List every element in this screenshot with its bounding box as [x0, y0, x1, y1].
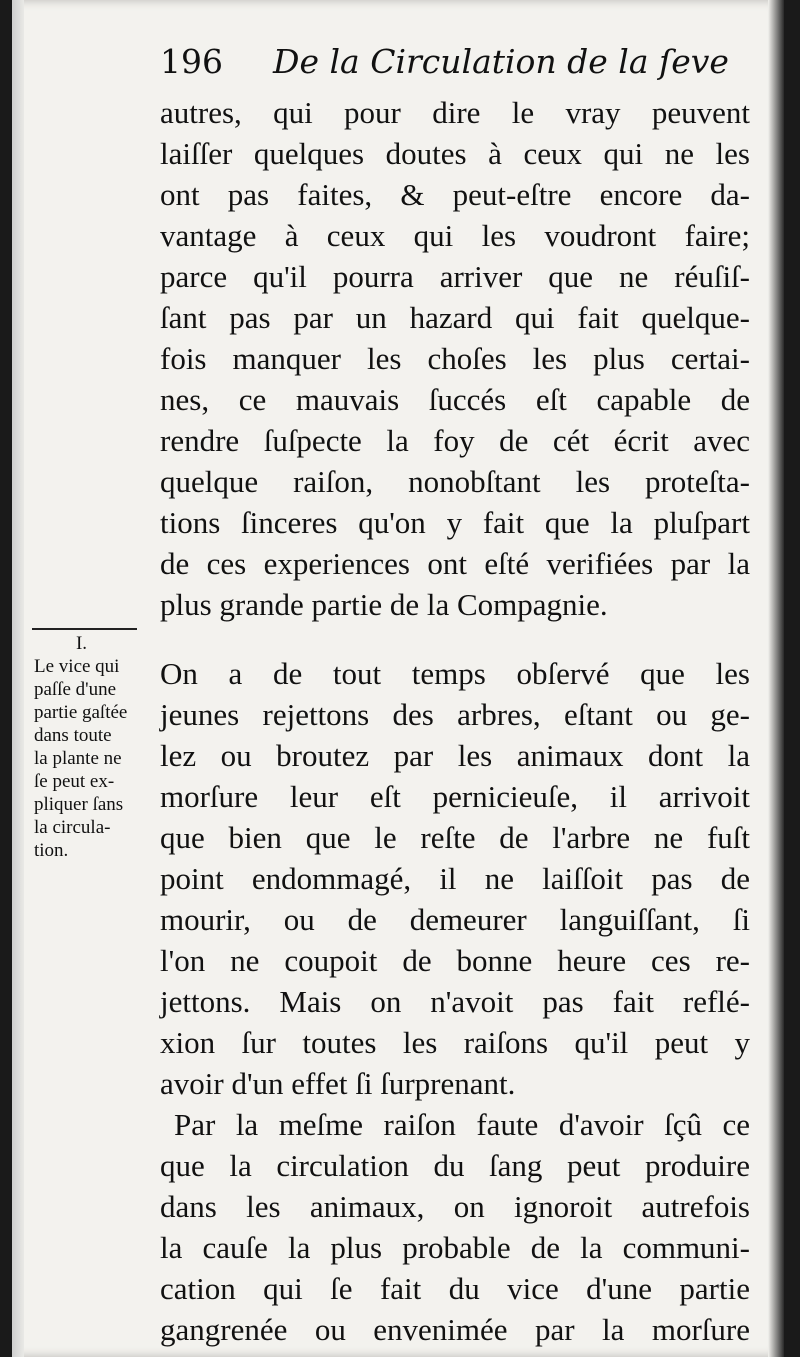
text-line: nes, ce mauvais ſuccés eſt capable de [160, 382, 750, 417]
margin-note-line: Le vice qui [34, 656, 120, 677]
text-line: mourir, ou de demeurer languiſſant, ſi [160, 902, 750, 937]
text-line: On a de tout temps obſervé que les [160, 656, 750, 691]
text-line: laiſſer quelques doutes à ceux qui ne les [160, 136, 750, 171]
text-line: morſure leur eſt pernicieuſe, il arrivoit [160, 779, 750, 814]
margin-note-line: dans toute [34, 725, 112, 746]
text-line: que bien que le reſte de l'arbre ne fuſt [160, 820, 750, 855]
text-line: de ces experiences ont eſté verifiées par la [160, 546, 750, 581]
margin-note-line: paſſe d'une [34, 679, 117, 700]
text-line: tions ſinceres qu'on y fait que la pluſpart [160, 505, 750, 540]
text-line: jettons. Mais on n'avoit pas fait reflé- [160, 984, 750, 1019]
margin-note-number: I. [75, 633, 88, 654]
text-line: avoir d'un effet ſi ſurprenant. [160, 1066, 516, 1101]
text-line: que la circulation du ſang peut produire [160, 1148, 750, 1183]
text-line: la cauſe la plus probable de la communi- [160, 1230, 750, 1265]
main-text [160, 92, 750, 1350]
margin-note-line: la plante ne [34, 748, 122, 769]
text-line: autres, qui pour dire le vray peuvent [160, 95, 750, 130]
text-line: rendre ſuſpecte la foy de cét écrit avec [160, 423, 750, 458]
margin-note-line: la circula- [34, 817, 111, 838]
text-line: fois manquer les choſes les plus certai- [160, 341, 750, 376]
page-gutter-shadow [768, 0, 784, 1357]
text-line: l'on ne coupoit de bonne heure ces re- [160, 943, 750, 978]
margin-note-line: tion. [34, 840, 69, 861]
page-number: 196 [160, 42, 223, 81]
margin-note-line: ſe peut ex- [34, 771, 115, 792]
margin-note-line: pliquer ſans [34, 794, 124, 815]
text-line: lez ou broutez par les animaux dont la [160, 738, 750, 773]
text-line: vantage à ceux qui les voudront faire; [160, 218, 750, 253]
text-line: plus grande partie de la Compagnie. [160, 587, 608, 622]
text-line: quelque raiſon, nonobſtant les proteſta- [160, 464, 750, 499]
text-line: gangrenée ou envenimée par la morſure [160, 1312, 750, 1347]
margin-note-line: partie gaſtée [34, 702, 128, 723]
text-line: Par la meſme raiſon faute d'avoir ſçû ce [174, 1107, 750, 1142]
paragraph-3 [160, 1104, 750, 1350]
paragraph-2 [160, 653, 750, 1104]
paragraph-1 [160, 92, 750, 625]
margin-note [34, 632, 149, 862]
text-line: jeunes rejettons des arbres, eſtant ou ge- [160, 697, 750, 732]
running-header [160, 42, 760, 92]
margin-rule [32, 628, 137, 630]
text-line: dans les animaux, on ignoroit autrefois [160, 1189, 750, 1224]
text-line: point endommagé, il ne laiſſoit pas de [160, 861, 750, 896]
text-line: ſant pas par un hazard qui fait quelque- [160, 300, 750, 335]
text-line: xion ſur toutes les raiſons qu'il peut y [160, 1025, 750, 1060]
text-line: parce qu'il pourra arriver que ne réuſiſ- [160, 259, 750, 294]
text-line: cation qui ſe fait du vice d'une partie [160, 1271, 750, 1306]
page-left-edge [12, 0, 24, 1357]
running-title: De la Circulation de la ſeve [273, 42, 729, 81]
text-line: ont pas faites, & peut-eſtre encore da- [160, 177, 750, 212]
